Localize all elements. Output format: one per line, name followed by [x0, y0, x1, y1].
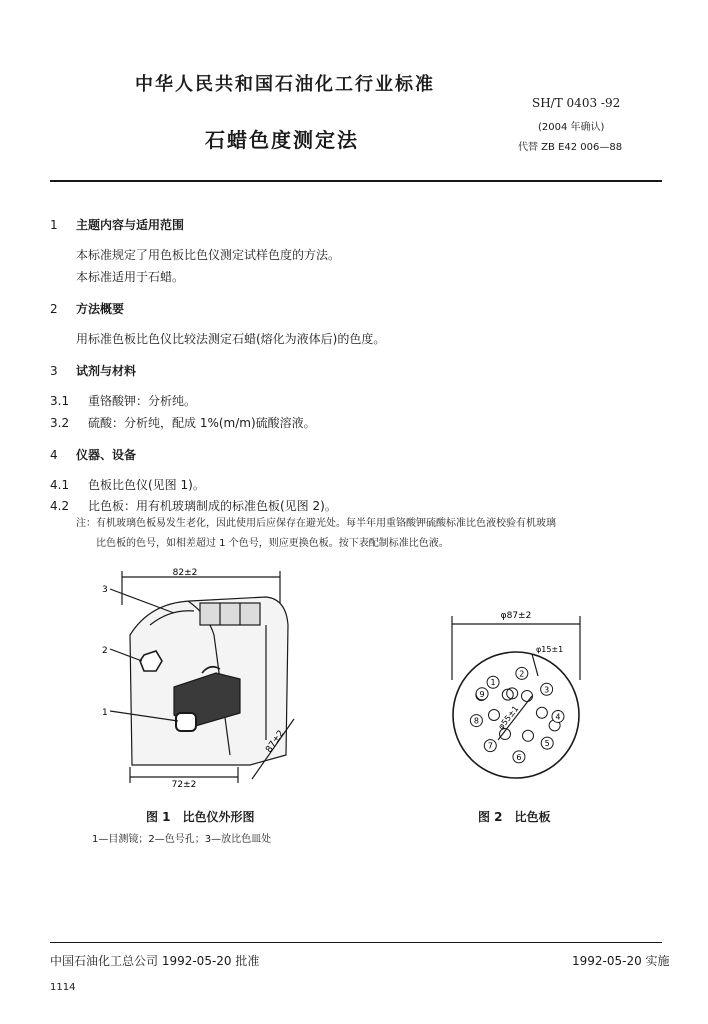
plate-hole	[523, 730, 534, 741]
standard-code: SH/T 0403 -92	[532, 96, 621, 110]
figure-1-legend: 1—目测镜；2—色号孔；3—放比色皿处	[92, 834, 272, 845]
item-number: 4.1	[50, 478, 70, 492]
section-heading	[50, 362, 136, 379]
footer-rule	[50, 942, 662, 943]
figure-2-color-plate-drawing	[440, 600, 600, 800]
issuing-body: 中华人民共和国石油化工行业标准	[135, 74, 435, 95]
document-title: 石蜡色度测定法	[205, 128, 359, 152]
hole-number: 6	[516, 752, 522, 762]
dimension-label-bottom: 72±2	[171, 780, 197, 790]
figure-2-caption: 图 2 比色板	[478, 810, 551, 824]
hole-number: 4	[555, 712, 561, 722]
note-line: 比色板的色号，如相差超过 1 个色号，则应更换色板。按下表配制标准比色液。	[96, 538, 449, 549]
section-title: 方法概要	[76, 302, 125, 316]
plate-hole	[522, 690, 533, 701]
dimension-label-top: 82±2	[172, 568, 198, 578]
figure-1-caption: 图 1 比色仪外形图	[146, 810, 255, 824]
section-number: 2	[50, 302, 58, 316]
section-title: 试剂与材料	[76, 364, 137, 378]
callout-3: 3	[102, 585, 108, 595]
item-text: 比色板：用有机玻璃制成的标准色板(见图 2)。	[88, 499, 337, 513]
section-heading	[50, 446, 136, 463]
page-number: 1114	[50, 982, 76, 993]
approval-line: 中国石油化工总公司 1992-05-20 批准	[50, 954, 260, 968]
paragraph: 本标准适用于石蜡。	[76, 270, 185, 284]
effective-date: 1992-05-20 实施	[572, 954, 670, 968]
hole-number: 9	[479, 689, 485, 699]
item-number: 3.1	[50, 394, 70, 408]
callout-2: 2	[102, 646, 108, 656]
section-number: 1	[50, 218, 58, 232]
section-heading	[50, 300, 124, 317]
section-heading	[50, 216, 184, 233]
dimension-label-inner: φ55±1	[496, 704, 521, 732]
item-text: 色板比色仪(见图 1)。	[88, 478, 205, 492]
callout-1: 1	[102, 708, 108, 718]
plate-hole	[536, 707, 547, 718]
item-number: 4.2	[50, 499, 70, 513]
item-number: 3.2	[50, 416, 70, 430]
hole-number: 3	[544, 685, 550, 695]
dimension-label-side: 87±2	[264, 728, 287, 755]
section-number: 3	[50, 364, 58, 378]
plate-hole	[489, 710, 500, 721]
section-title: 主题内容与适用范围	[76, 218, 185, 232]
header-rule	[50, 180, 662, 182]
replaces-note: 代替 ZB E42 006—88	[518, 142, 623, 153]
note-line: 注：有机玻璃色板易发生老化，因此使用后应保存在避光处。每半年用重铬酸钾硫酸标准比色液校验有机玻璃	[76, 518, 556, 529]
hole-number: 7	[487, 741, 493, 751]
item-text: 重铬酸钾：分析纯。	[88, 394, 197, 408]
item-text: 硫酸：分析纯，配成 1%(m/m)硫酸溶液。	[88, 416, 316, 430]
hole-number: 8	[473, 716, 479, 726]
list-item	[50, 476, 205, 493]
figure-1-colorimeter-drawing	[90, 565, 320, 795]
section-number: 4	[50, 448, 58, 462]
section-title: 仪器、设备	[76, 448, 137, 462]
list-item	[50, 497, 337, 514]
dimension-label-hole: φ15±1	[536, 645, 564, 654]
hole-number: 1	[490, 678, 496, 688]
hole-number: 2	[519, 669, 525, 679]
confirmation-note: (2004 年确认)	[538, 122, 605, 133]
list-item	[50, 392, 196, 409]
hole-number: 5	[544, 739, 550, 749]
paragraph: 本标准规定了用色板比色仪测定试样色度的方法。	[76, 248, 341, 262]
paragraph: 用标准色板比色仪比较法测定石蜡(熔化为液体后)的色度。	[76, 332, 386, 346]
dimension-label-outer: φ87±2	[500, 611, 532, 621]
list-item	[50, 414, 316, 431]
